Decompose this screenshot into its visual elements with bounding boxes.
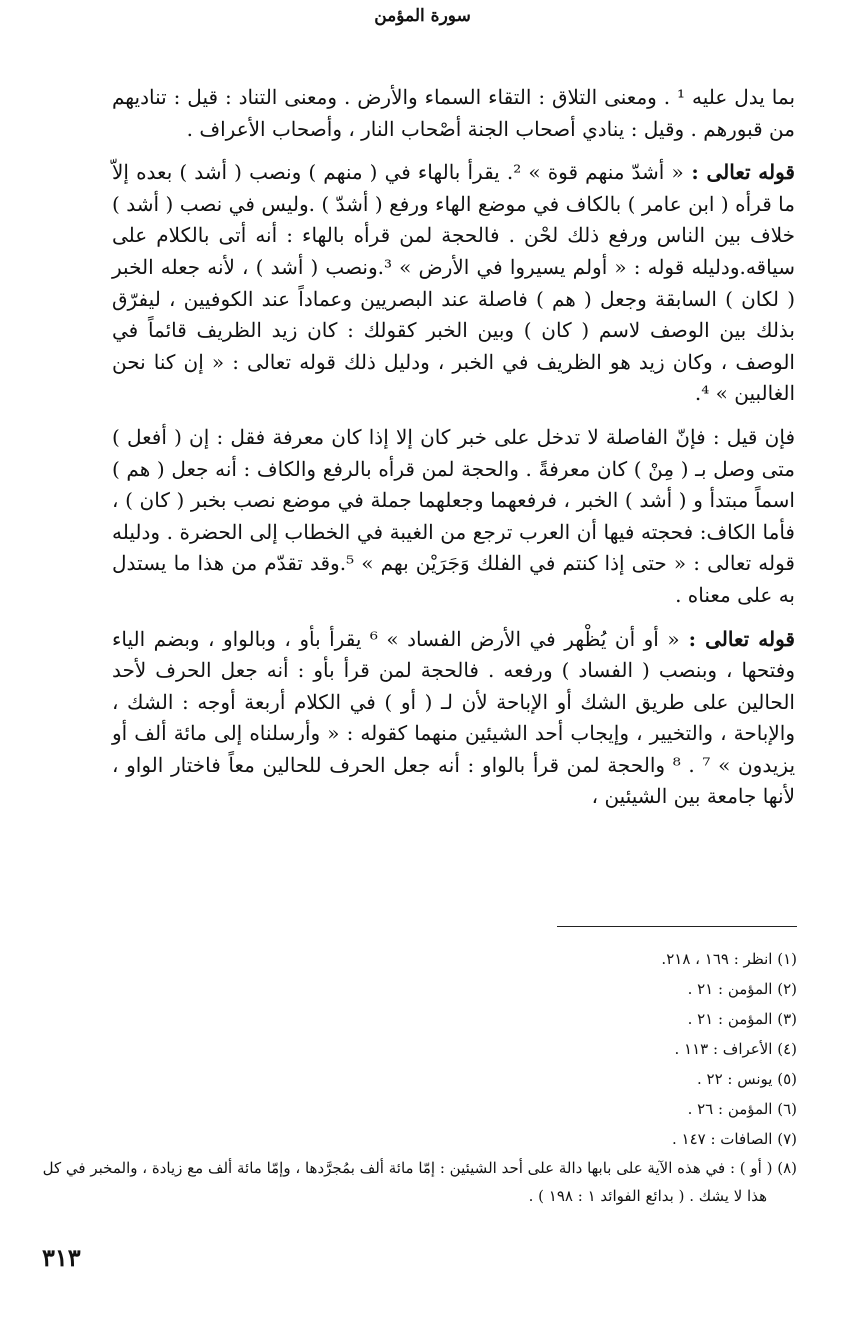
running-head: سورة المؤمن (374, 6, 471, 26)
paragraph-text: فإن قيل : فإنّ الفاصلة لا تدخل على خبر كان إلا إذا كان معرفة فقل : إن ( أفعل ) متى وصل بـ ( مِنْ ) كان معرفةً . والحجة لمن قرأه بالرفع والكاف : أنه جعل ( هم ) اسماً مبتدأ و ( أشد ) الخبر ، فرفعهما وجعلهما جملة في موضع نصب بخبر ( كان ) ، فأما الكاف: فحجته فيها أن العرب ترجع من الغيبة في الخطاب إلى الحضرة . ودليله قوله تعالى : « حتى إذا كنتم في الفلك وَجَرَيْن بهم » ⁵.وقد تقدّم من هذا ما يستدل به على معناه . (112, 424, 795, 607)
footnote: (٥) يونس : ٢٢ . (696, 1070, 797, 1088)
footnote: (٢) المؤمن : ٢١ . (687, 980, 797, 998)
footnote: (١) انظر : ١٦٩ ، ٢١٨. (661, 950, 797, 968)
paragraph-text: « أو أن يُظْهر في الأرض الفساد » ⁶ يقرأ بأو ، وبالواو ، وبضم الياء وفتحها ، وبنصب ( الفساد ) ورفعه . فالحجة لمن قرأ بأو : أنه جعل الحرف لأحد الحالين على طريق الشك أو الإباحة لأن لـ ( أو ) في الكلام أربعة أوجه : الشك ، والإباحة ، والتخيير ، وإيجاب أحد الشيئين منهما كقوله : « وأرسلناه إلى مائة ألف أو يزيدون » ⁷ . ⁸ والحجة لمن قرأ بالواو : أنه جعل الحرف للحالين معاً فاختار الواو ، لأنها جامعة بين الشيئين ، (112, 626, 796, 809)
footnote: (٧) الصافات : ١٤٧ . (671, 1130, 797, 1148)
footnotes (30, 944, 797, 1210)
paragraph (112, 422, 795, 612)
paragraph (112, 82, 795, 145)
footnote-separator (557, 926, 797, 927)
footnote: (٦) المؤمن : ٢٦ . (687, 1100, 797, 1118)
footnote: (٨) ( أو ) : في هذه الآية على بابها دالة على أحد الشيئين : إمّا مائة ألف بمُجرَّدها ، وإمّا مائة ألف مع زيادة ، والمخبر في كل هذا لا يشك . ( بدائع الفوائد ١ : ١٩٨ ) . (42, 1159, 797, 1205)
paragraph (112, 624, 795, 814)
paragraph-text: « أشدّ منهم قوة » ². يقرأ بالهاء في ( منهم ) ونصب ( أشد ) بعده إلاّ ما قرأه ( ابن عامر ) بالكاف في موضع الهاء ورفع ( أشدّ ) .وليس في نصب ( أشد ) خلاف بين الناس ورفع ذلك لحْن . فالحجة لمن قرأه بالهاء : أنه أتى بالكلام على سياقه.ودليله قوله : « أولم يسيروا في الأرض » ³.ونصب ( أشد ) ، لأنه جعله الخبر ( لكان ) السابقة وجعل ( هم ) فاصلة عند البصريين وعماداً عند الكوفيين ، ليفرّق بذلك بين الوصف لاسم ( كان ) وبين الخبر كقولك : كان زيد الظريف قائماً في الوصف ، وكان زيد هو الظريف في الخبر ، ودليل ذلك قوله تعالى : « إن كنا نحن الغالبين » ⁴. (112, 160, 796, 406)
paragraph-text: بما يدل عليه ¹ . ومعنى التلاق : التقاء السماء والأرض . ومعنى التناد : قيل : تناديهم من قبورهم . وقيل : ينادي أصحاب الجنة أصْحاب النار ، وأصحاب الأعراف . (112, 85, 796, 141)
paragraph-lead: قوله تعالى : (679, 626, 795, 651)
page-number: ٣١٣ (42, 1243, 81, 1272)
paragraph (112, 157, 795, 410)
paragraph-lead: قوله تعالى : (683, 160, 795, 185)
footnote: (٤) الأعراف : ١١٣ . (674, 1040, 797, 1058)
main-text (112, 82, 795, 825)
footnote: (٣) المؤمن : ٢١ . (687, 1010, 797, 1028)
